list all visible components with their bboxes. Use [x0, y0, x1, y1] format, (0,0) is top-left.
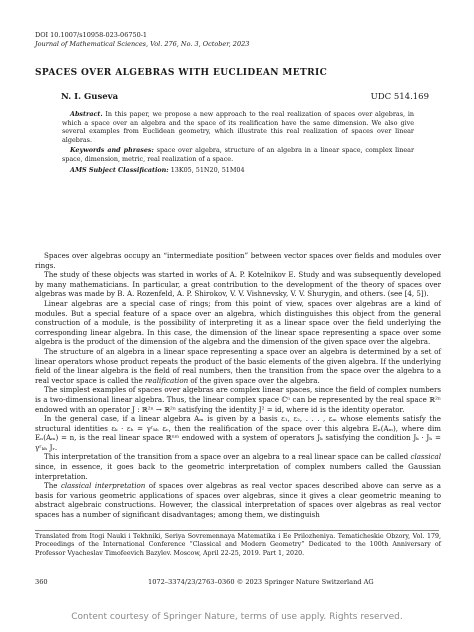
translation-footnote — [35, 533, 441, 558]
journal-line: Journal of Mathematical Sciences, Vol. 276, No. 3, October, 2023 — [35, 40, 250, 48]
keywords-label: Keywords and phrases: — [70, 146, 154, 155]
body-paragraph-7 — [35, 452, 441, 481]
p4-text-b: of the given space over the algebra. — [188, 375, 320, 385]
body-paragraph-6: In the general case, if a linear algebra Aₘ is given by a basis ε₁, ε₂, . . . , εₘ whose elements satisfy the structural identities εₖ · εₕ = γʳₖₕ εᵣ, then the realification of the space over this algebra Eₙ(Aₘ), where dim Eₙ(Aₘ) = n, is the real linear space ℝⁿᵐ endowed with a system of operators Jₖ satisfying the condition Jₖ · Jₕ = γʳₖₕ Jᵣ. — [35, 414, 441, 452]
footnote-divider — [35, 530, 439, 531]
keywords-paragraph — [62, 146, 414, 163]
p8-text-b: of spaces over algebras as real vector spaces described above can serve as a basis for various geometric applications of spaces over algebras, since it gives a clear geometric meaning to abstract algebraic constructions. However, the classical interpretation of spaces over algebras as real vector spaces has a number of significant disadvantages; among them, we distinguish — [35, 481, 441, 520]
body-paragraph-5: The simplest examples of spaces over algebras are complex linear spaces, since the field of complex numbers is a two-dimensional linear algebra. Thus, the linear complex space ℂⁿ can be represented by the real space ℝ²ⁿ endowed with an operator J : ℝ²ⁿ → ℝ²ⁿ satisfying the identity J² = id, where id is the identity operator. — [35, 385, 441, 414]
courtesy-notice: Content courtesy of Springer Nature, terms of use apply. Rights reserved. — [71, 612, 403, 622]
p4-emphasis: realification — [144, 375, 189, 385]
p7-text-a: This interpretation of the transition from a space over an algebra to a real linear space can be called — [44, 452, 411, 462]
author-row — [35, 92, 439, 104]
udc-code: UDC 514.169 — [370, 92, 429, 102]
abstract-text: In this paper, we propose a new approach to the real realization of spaces over algebras, in which a space over an algebra and the space of its realification have the same dimension. We also give several examples from Euclidean geometry, which illustrate this real realization of spaces over linear algebras. — [62, 110, 414, 144]
p7-emphasis: classical — [410, 452, 441, 462]
p4-text-a: The structure of an algebra in a linear space representing a space over an algebra is determined by a set of linear operators whose product repeats the product of the basic elements of the given algebra. If the underlying field of the linear algebra is the field of real numbers, then the transition from the space over the algebra to a real vector space is called the — [35, 346, 441, 385]
abstract-block — [62, 110, 414, 176]
author-name: N. I. Guseva — [61, 92, 119, 102]
body-paragraph-3: Linear algebras are a special case of rings; from this point of view, spaces over algebras are a kind of modules. But a special feature of a space over an algebra, which distinguishes this object from the general construction of a module, is the possibility of interpreting it as a linear space over the field underlying the corresponding linear algebra. In this case, the dimension of the linear space representing a space over some algebra is the product of the dimension of the algebra and the dimension of the given space over the algebra. — [35, 298, 441, 347]
abstract-label: Abstract. — [70, 110, 103, 118]
p7-text-b: since, in essence, it goes back to the geometric interpretation of complex numbers called the Gaussian interpretation. — [35, 462, 441, 481]
article-title: SPACES OVER ALGEBRAS WITH EUCLIDEAN METRIC — [35, 68, 328, 78]
body-paragraph-1: Spaces over algebras occupy an “intermediate position” between vector spaces over fields and modules over rings. — [35, 251, 441, 270]
page-number: 360 — [35, 578, 48, 586]
keywords-text: space over algebra, structure of an algebra in a linear space, complex linear space, dimension, metric, real realization of a space. — [62, 146, 414, 163]
msc-text: 13K05, 51N20, 51M04 — [170, 165, 245, 174]
body-paragraph-8 — [35, 481, 441, 519]
article-body — [35, 251, 441, 520]
copyright-line: 1072–3374/23/2763–0360 © 2023 Springer Nature Switzerland AG — [148, 578, 374, 586]
body-paragraph-4 — [35, 347, 441, 385]
doi-line: DOI 10.1007/s10958-023-06750-1 — [35, 31, 148, 39]
p8-text-a: The — [44, 481, 61, 491]
body-paragraph-2: The study of these objects was started in works of A. P. Kotelnikov E. Study and was subsequently developed by many mathematicians. In particular, a great contribution to the development of the theory of spaces over algebras was made by B. A. Rozenfeld, A. P. Shirokov, V. V. Vishnevsky, V. V. Shurygin, and others. (see [4, 5]). — [35, 270, 441, 299]
msc-label: AMS Subject Classification: — [70, 165, 169, 174]
journal-header — [35, 31, 249, 49]
msc-paragraph — [62, 166, 414, 175]
abstract-paragraph — [62, 110, 414, 144]
footnote-text: Translated from Itogi Nauki i Tekhniki, Seriya Sovremennaya Matematika i Ee Prilozheniya. Tematicheskie Obzory, Vol. 179, Proceedings of the International Conference “Classical and Modern Geometry” Dedicated to the 100th Anniversary of Professor Vyacheslav Timofeevich Bazylev. Moscow, April 22-25, 2019. Part 1, 2020. — [35, 533, 441, 557]
p8-emphasis: classical interpretation — [60, 481, 146, 491]
